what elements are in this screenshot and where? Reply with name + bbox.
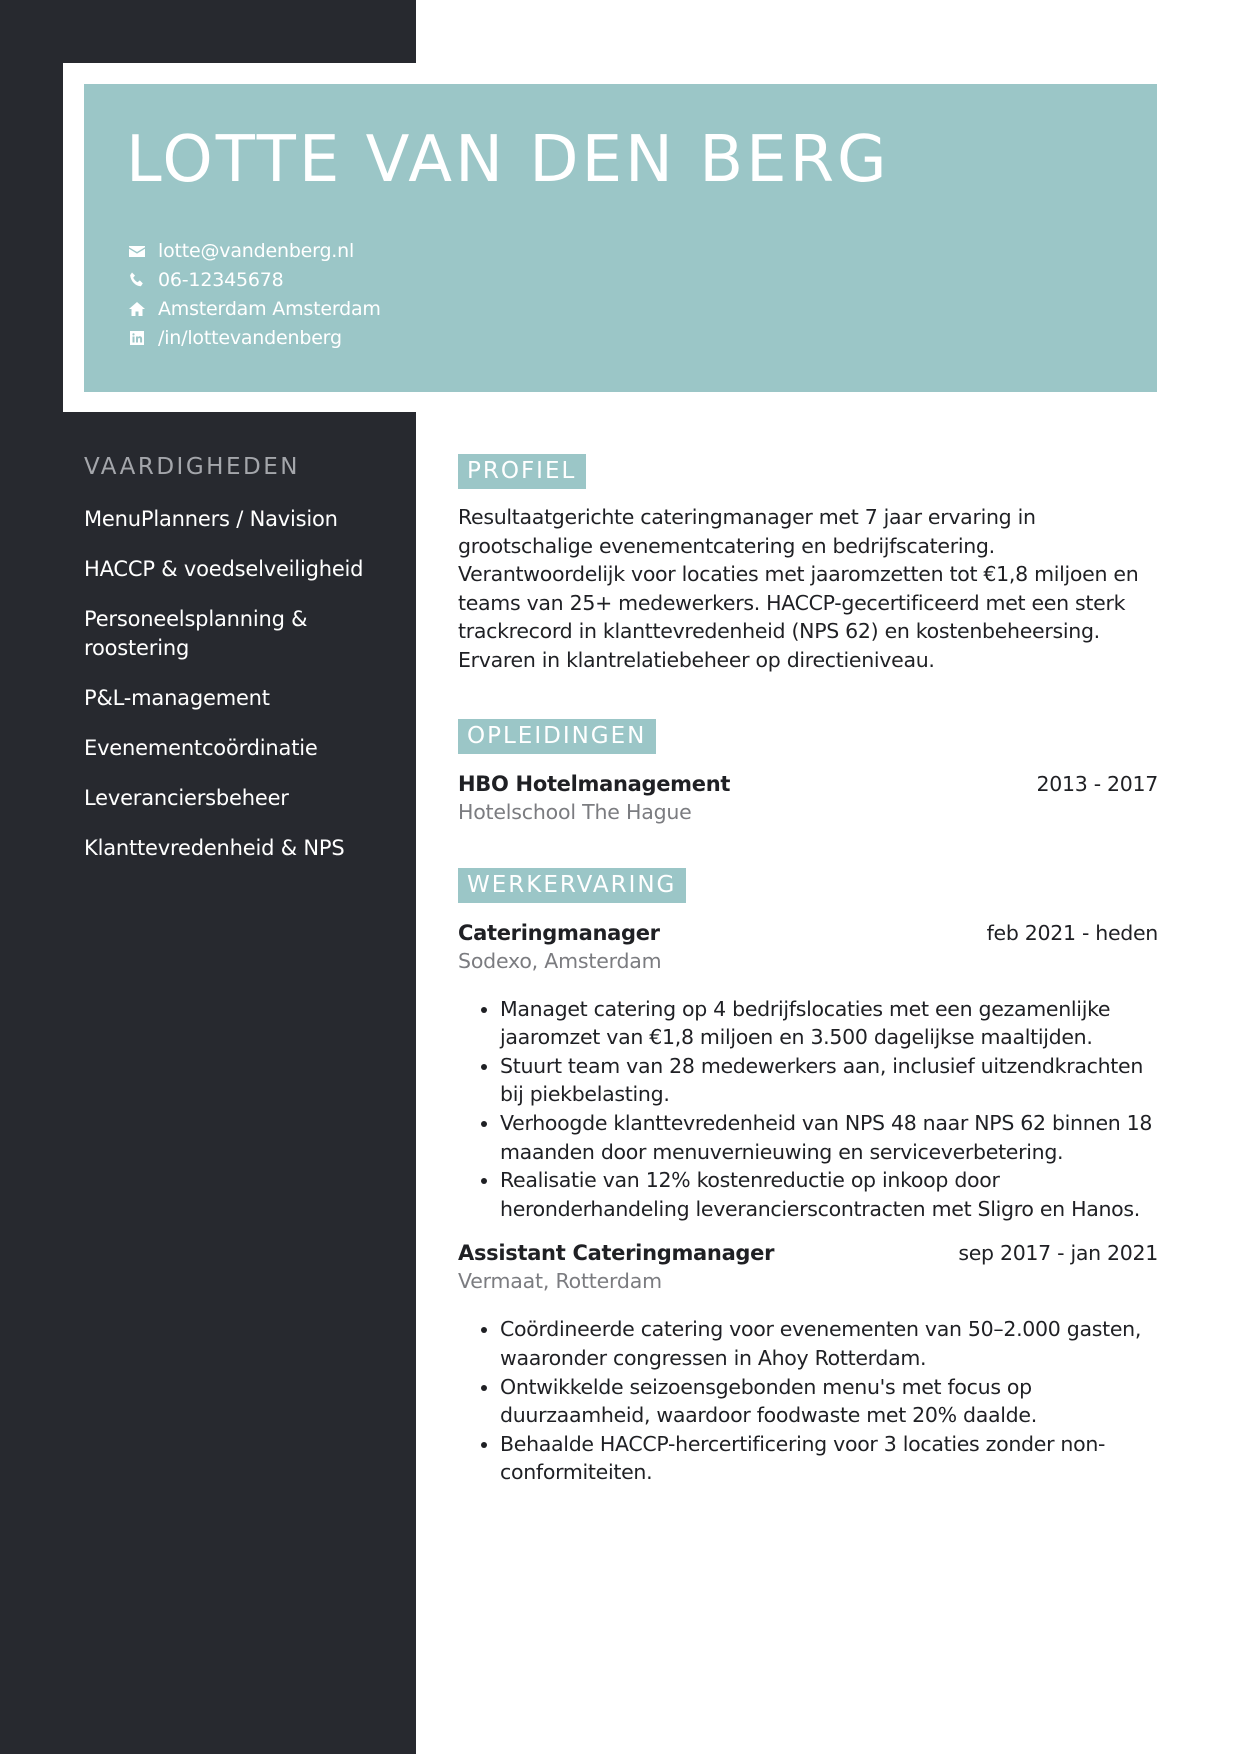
job-role: Assistant Cateringmanager xyxy=(458,1241,775,1266)
main-content xyxy=(458,454,1158,1487)
envelope-icon xyxy=(126,242,148,260)
job-role: Cateringmanager xyxy=(458,920,660,945)
job-entry xyxy=(458,921,1158,1224)
education-dates: 2013 - 2017 xyxy=(1036,771,1158,796)
job-company: Sodexo, Amsterdam xyxy=(458,948,662,973)
job-header xyxy=(458,921,1158,945)
job-bullet: • Stuurt team van 28 medewerkers aan, inclusief uitzendkrachten bij piekbelasting. xyxy=(500,1052,1158,1109)
skill-item: Klanttevredenheid & NPS xyxy=(84,836,345,860)
job-bullet: • Realisatie van 12% kostenreductie op inkoop door heronderhandeling leverancierscontracten met Sligro en Hanos. xyxy=(500,1166,1158,1223)
job-entry xyxy=(458,1241,1158,1487)
contact-email[interactable] xyxy=(126,236,381,265)
contact-linkedin-text: /in/lottevandenberg xyxy=(158,326,342,349)
contact-linkedin[interactable] xyxy=(126,323,381,352)
job-dates: sep 2017 - jan 2021 xyxy=(958,1241,1158,1266)
skills-section xyxy=(84,456,394,884)
job-bullet: • Verhoogde klanttevredenheid van NPS 48 naar NPS 62 binnen 18 maanden door menuvernieuwing en serviceverbetering. xyxy=(500,1109,1158,1166)
education-school: Hotelschool The Hague xyxy=(458,799,692,824)
contact-phone[interactable] xyxy=(126,265,381,294)
skill-item: Personeelsplanning & roostering xyxy=(84,607,308,660)
job-bullet: • Managet catering op 4 bedrijfslocaties met een gezamenlijke jaaromzet van €1,8 miljoen en 3.500 dagelijkse maaltijden. xyxy=(500,995,1158,1052)
job-dates: feb 2021 - heden xyxy=(986,920,1158,945)
job-bullet: • Ontwikkelde seizoensgebonden menu's met focus op duurzaamheid, waardoor foodwaste met 20% daalde. xyxy=(500,1373,1158,1430)
experience-section xyxy=(458,868,1158,1487)
skill-item: MenuPlanners / Navision xyxy=(84,507,338,531)
education-degree: HBO Hotelmanagement xyxy=(458,771,731,796)
education-entry-header xyxy=(458,772,1158,796)
skill-item: Evenementcoördinatie xyxy=(84,736,318,760)
profile-title: PROFIEL xyxy=(458,454,586,489)
education-section xyxy=(458,719,1158,824)
job-bullet: • Behaalde HACCP-hercertificering voor 3 locaties zonder non-conformiteiten. xyxy=(500,1430,1158,1487)
profile-section xyxy=(458,454,1158,675)
contact-phone-text: 06-12345678 xyxy=(158,268,284,291)
skill-item: P&L-management xyxy=(84,686,270,710)
phone-icon xyxy=(126,271,148,289)
skill-item: Leveranciersbeheer xyxy=(84,786,289,810)
experience-title: WERKERVARING xyxy=(458,868,686,903)
job-bullet: • Coördineerde catering voor evenementen van 50–2.000 gasten, waaronder congressen in Ahoy Rotterdam. xyxy=(500,1315,1158,1372)
linkedin-icon xyxy=(126,329,148,347)
job-bullets xyxy=(458,1315,1158,1487)
contact-location-text: Amsterdam Amsterdam xyxy=(158,297,381,320)
job-bullets xyxy=(458,995,1158,1224)
contact-email-text: lotte@vandenberg.nl xyxy=(158,239,355,262)
candidate-name: LOTTE VAN DEN BERG xyxy=(126,123,890,197)
job-header xyxy=(458,1241,1158,1265)
education-title: OPLEIDINGEN xyxy=(458,719,656,754)
contact-list xyxy=(126,236,381,352)
skill-item: HACCP & voedselveiligheid xyxy=(84,557,364,581)
profile-text: Resultaatgerichte cateringmanager met 7 jaar ervaring in grootschalige evenementcatering en bedrijfscatering. Verantwoordelijk voor locaties met jaaromzetten tot €1,8 miljoen en teams van 25+ medewerkers. HACCP-gecertificeerd met een sterk trackrecord in klanttevredenheid (NPS 62) en kostenbeheersing. Ervaren in klantrelatiebeheer op directieniveau. xyxy=(458,505,1139,672)
skills-title: VAARDIGHEDEN xyxy=(84,454,300,480)
contact-location xyxy=(126,294,381,323)
header-banner xyxy=(84,84,1157,392)
home-icon xyxy=(126,300,148,318)
job-company: Vermaat, Rotterdam xyxy=(458,1269,662,1294)
